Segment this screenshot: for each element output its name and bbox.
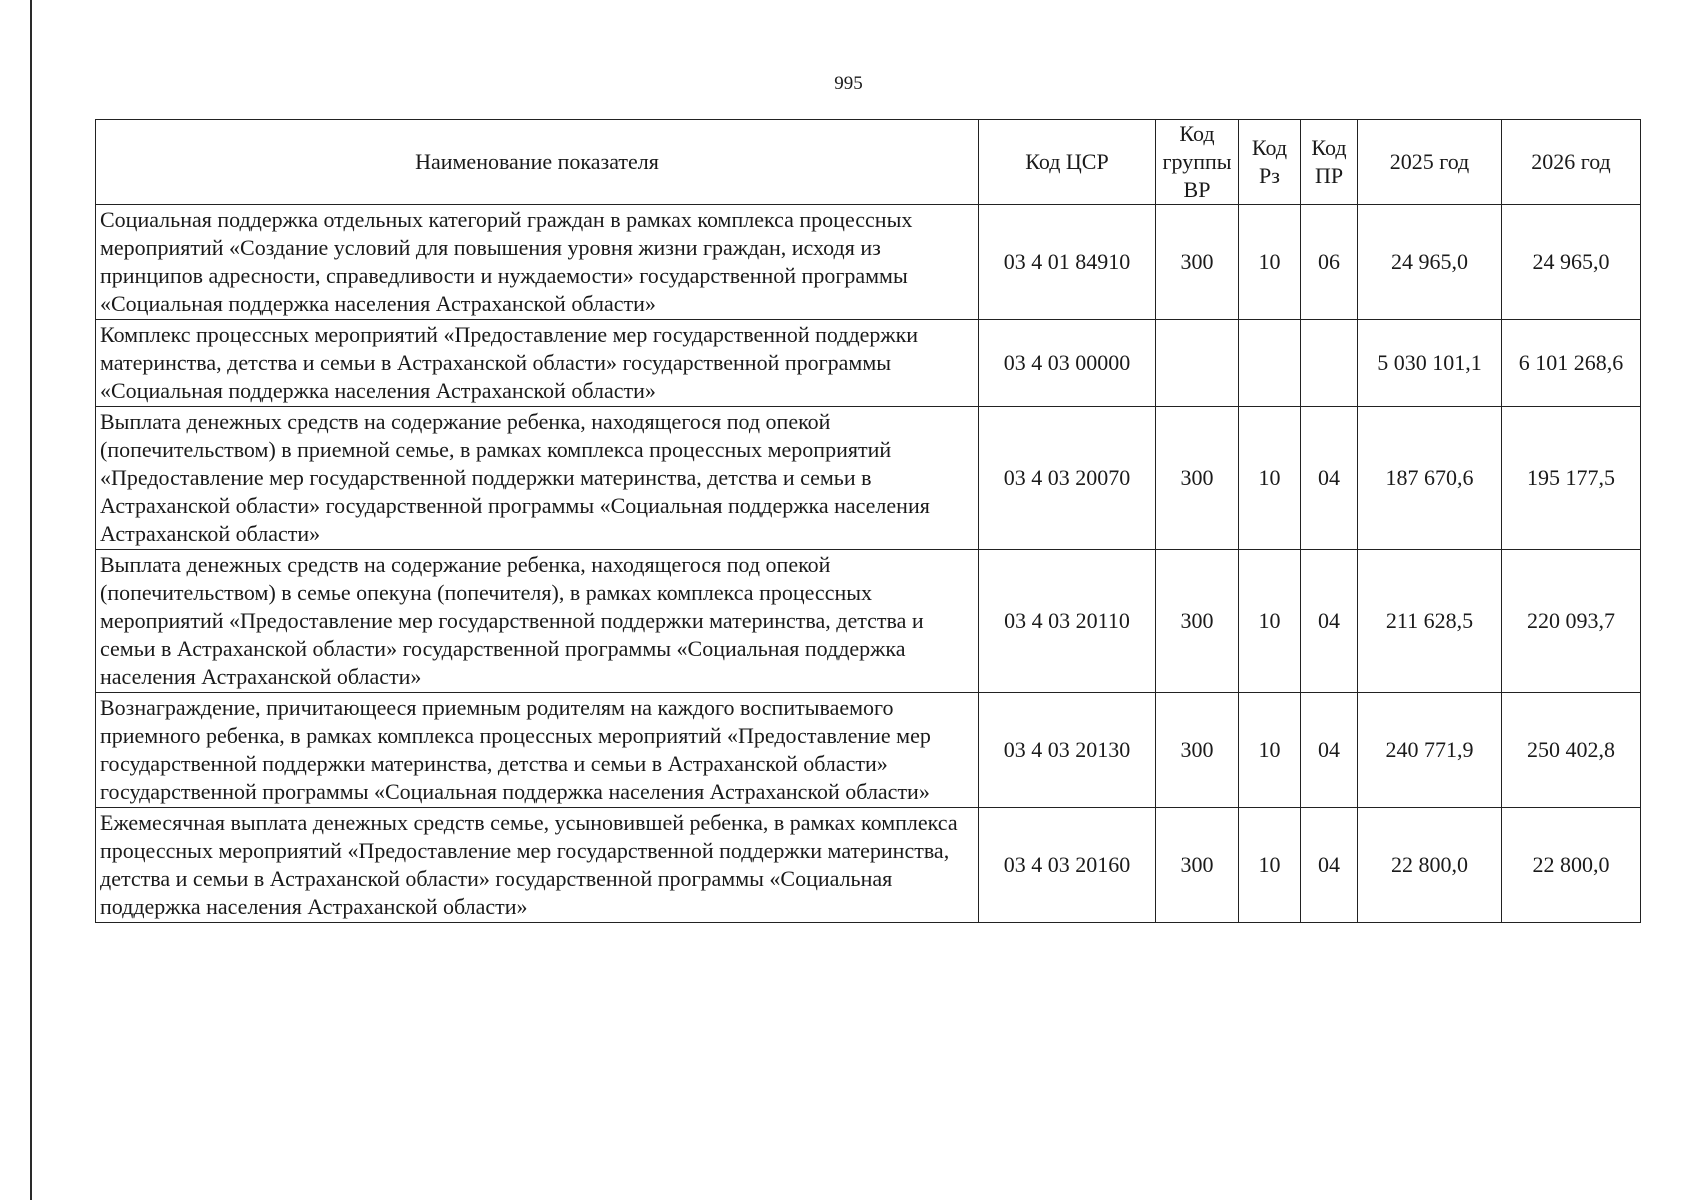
row-amount-2025: 24 965,0 — [1358, 205, 1502, 320]
row-csr-code: 03 4 03 20160 — [979, 808, 1156, 923]
table-row — [96, 693, 1641, 808]
row-rz-code: 10 — [1239, 407, 1301, 550]
row-name: Ежемесячная выплата денежных средств семье, усыновившей ребенка, в рамках комплекса процессных мероприятий «Предоставление мер государственной поддержки материнства, детства и семьи в Астраханской области» государственной программы «Социальная поддержка населения Астраханской области» — [96, 808, 979, 923]
row-amount-2026: 220 093,7 — [1502, 550, 1641, 693]
row-pr-code: 04 — [1301, 407, 1358, 550]
table-header-row — [96, 120, 1641, 205]
header-year-2026: 2026 год — [1502, 120, 1641, 205]
row-pr-code: 04 — [1301, 693, 1358, 808]
row-pr-code: 04 — [1301, 550, 1358, 693]
row-vr-code: 300 — [1156, 693, 1239, 808]
header-name: Наименование показателя — [96, 120, 979, 205]
table-row — [96, 808, 1641, 923]
row-csr-code: 03 4 03 20110 — [979, 550, 1156, 693]
row-pr-code: 06 — [1301, 205, 1358, 320]
page-number: 995 — [834, 73, 863, 94]
row-amount-2026: 195 177,5 — [1502, 407, 1641, 550]
row-vr-code — [1156, 320, 1239, 407]
row-name: Социальная поддержка отдельных категорий граждан в рамках комплекса процессных мероприятий «Создание условий для повышения уровня жизни граждан, исходя из принципов адресности, справедливости и нуждаемости» государственной программы «Социальная поддержка населения Астраханской области» — [96, 205, 979, 320]
row-amount-2025: 5 030 101,1 — [1358, 320, 1502, 407]
row-rz-code: 10 — [1239, 693, 1301, 808]
row-name: Выплата денежных средств на содержание ребенка, находящегося под опекой (попечительством) в приемной семье, в рамках комплекса процессных мероприятий «Предоставление мер государственной поддержки материнства, детства и семьи в Астраханской области» государственной программы «Социальная поддержка населения Астраханской области» — [96, 407, 979, 550]
row-name: Выплата денежных средств на содержание ребенка, находящегося под опекой (попечительством) в семье опекуна (попечителя), в рамках комплекса процессных мероприятий «Предоставление мер государственной поддержки материнства, детства и семьи в Астраханской области» государственной программы «Социальная поддержка населения Астраханской области» — [96, 550, 979, 693]
row-rz-code: 10 — [1239, 205, 1301, 320]
row-pr-code — [1301, 320, 1358, 407]
row-csr-code: 03 4 03 20130 — [979, 693, 1156, 808]
row-rz-code: 10 — [1239, 550, 1301, 693]
row-vr-code: 300 — [1156, 550, 1239, 693]
header-csr-code: Код ЦСР — [979, 120, 1156, 205]
row-vr-code: 300 — [1156, 808, 1239, 923]
row-vr-code: 300 — [1156, 205, 1239, 320]
row-rz-code: 10 — [1239, 808, 1301, 923]
table-row — [96, 205, 1641, 320]
row-csr-code: 03 4 03 20070 — [979, 407, 1156, 550]
header-year-2025: 2025 год — [1358, 120, 1502, 205]
row-amount-2026: 22 800,0 — [1502, 808, 1641, 923]
row-csr-code: 03 4 01 84910 — [979, 205, 1156, 320]
row-name: Вознаграждение, причитающееся приемным родителям на каждого воспитываемого приемного ребенка, в рамках комплекса процессных мероприятий «Предоставление мер государственной поддержки материнства, детства и семьи в Астраханской области» государственной программы «Социальная поддержка населения Астраханской области» — [96, 693, 979, 808]
row-amount-2026: 6 101 268,6 — [1502, 320, 1641, 407]
table-row — [96, 320, 1641, 407]
row-vr-code: 300 — [1156, 407, 1239, 550]
row-pr-code: 04 — [1301, 808, 1358, 923]
header-vr-code: Код группы ВР — [1156, 120, 1239, 205]
row-amount-2026: 24 965,0 — [1502, 205, 1641, 320]
row-amount-2025: 22 800,0 — [1358, 808, 1502, 923]
row-amount-2025: 240 771,9 — [1358, 693, 1502, 808]
row-amount-2025: 187 670,6 — [1358, 407, 1502, 550]
row-rz-code — [1239, 320, 1301, 407]
row-name: Комплекс процессных мероприятий «Предоставление мер государственной поддержки материнства, детства и семьи в Астраханской области» государственной программы «Социальная поддержка населения Астраханской области» — [96, 320, 979, 407]
scan-edge-line — [30, 0, 32, 1200]
row-amount-2025: 211 628,5 — [1358, 550, 1502, 693]
row-csr-code: 03 4 03 00000 — [979, 320, 1156, 407]
header-rz-code: Код Рз — [1239, 120, 1301, 205]
header-pr-code: Код ПР — [1301, 120, 1358, 205]
table-row — [96, 407, 1641, 550]
budget-table — [95, 119, 1641, 923]
row-amount-2026: 250 402,8 — [1502, 693, 1641, 808]
table-row — [96, 550, 1641, 693]
